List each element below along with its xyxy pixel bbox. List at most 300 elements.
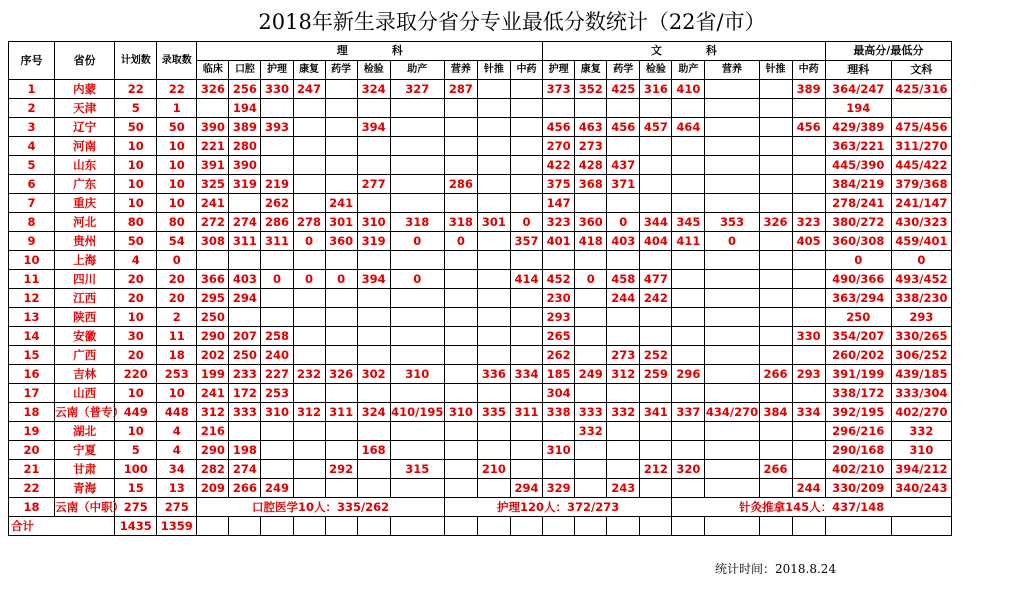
table-cell (390, 194, 444, 213)
row-province: 陕西 (55, 308, 115, 327)
header-arts-major: 针推 (759, 61, 792, 80)
header-science-major: 针推 (477, 61, 510, 80)
table-cell (705, 365, 759, 384)
row-seq: 13 (9, 308, 55, 327)
table-cell (293, 441, 325, 460)
table-cell (197, 517, 229, 536)
table-cell (293, 479, 325, 498)
row-province: 河南 (55, 137, 115, 156)
table-cell: 199 (197, 365, 229, 384)
table-cell (543, 99, 575, 118)
row-province: 广西 (55, 346, 115, 365)
table-cell: 20 (115, 270, 157, 289)
table-cell: 326 (759, 213, 792, 232)
table-cell (759, 156, 792, 175)
table-cell (759, 137, 792, 156)
table-cell: 10 (115, 156, 157, 175)
table-cell: 273 (607, 346, 640, 365)
table-cell (510, 289, 542, 308)
header-science-major: 康复 (293, 61, 325, 80)
table-cell: 330/209 (825, 479, 891, 498)
table-cell (640, 384, 672, 403)
table-cell (325, 251, 357, 270)
table-cell (705, 517, 759, 536)
table-cell (357, 479, 390, 498)
table-cell: 312 (607, 365, 640, 384)
row-seq: 8 (9, 213, 55, 232)
table-cell (293, 460, 325, 479)
header-plan: 计划数 (115, 42, 157, 80)
table-cell (759, 232, 792, 251)
row-seq: 16 (9, 365, 55, 384)
header-arts-major: 营养 (705, 61, 759, 80)
table-cell (325, 479, 357, 498)
table-cell (477, 422, 510, 441)
table-cell (607, 384, 640, 403)
header-seq: 序号 (9, 42, 55, 80)
table-cell: 50 (115, 232, 157, 251)
table-cell (444, 327, 477, 346)
table-cell: 241/147 (891, 194, 951, 213)
table-cell (444, 308, 477, 327)
table-cell (759, 308, 792, 327)
table-cell (293, 289, 325, 308)
table-cell: 392/195 (825, 403, 891, 422)
table-cell: 212 (640, 460, 672, 479)
table-cell (705, 384, 759, 403)
table-cell: 293 (792, 365, 825, 384)
table-cell: 0 (891, 251, 951, 270)
table-cell: 34 (157, 460, 197, 479)
table-cell (390, 441, 444, 460)
table-cell: 185 (543, 365, 575, 384)
table-cell: 266 (759, 460, 792, 479)
table-cell: 282 (197, 460, 229, 479)
table-cell: 277 (357, 175, 390, 194)
row-province: 宁夏 (55, 441, 115, 460)
table-cell (510, 99, 542, 118)
score-table (8, 41, 952, 536)
table-cell (640, 175, 672, 194)
table-cell: 0 (825, 251, 891, 270)
table-cell: 393 (261, 118, 293, 137)
table-cell (444, 99, 477, 118)
table-cell: 332 (891, 422, 951, 441)
row-province: 山西 (55, 384, 115, 403)
table-cell (477, 99, 510, 118)
table-cell: 232 (293, 365, 325, 384)
table-cell: 434/270 (705, 403, 759, 422)
table-cell: 0 (575, 270, 607, 289)
table-cell (759, 327, 792, 346)
header-arts: 文 科 (543, 42, 826, 61)
table-cell (640, 251, 672, 270)
table-cell (229, 422, 261, 441)
row-province: 辽宁 (55, 118, 115, 137)
table-cell (390, 327, 444, 346)
table-cell: 326 (325, 365, 357, 384)
table-cell: 22 (157, 80, 197, 99)
row-province: 四川 (55, 270, 115, 289)
table-cell: 332 (607, 403, 640, 422)
table-cell (705, 251, 759, 270)
table-cell: 334 (792, 403, 825, 422)
table-cell: 445/422 (891, 156, 951, 175)
table-cell: 253 (261, 384, 293, 403)
row-province: 天津 (55, 99, 115, 118)
table-cell (792, 384, 825, 403)
table-cell: 20 (115, 289, 157, 308)
table-cell (672, 175, 705, 194)
table-cell (444, 118, 477, 137)
table-row (9, 460, 952, 479)
table-cell (759, 384, 792, 403)
row-seq: 19 (9, 422, 55, 441)
table-cell (640, 422, 672, 441)
table-cell: 278 (293, 213, 325, 232)
table-cell: 265 (543, 327, 575, 346)
table-cell (543, 422, 575, 441)
table-cell (640, 308, 672, 327)
table-cell (640, 327, 672, 346)
table-cell: 243 (607, 479, 640, 498)
table-row (9, 422, 952, 441)
row-province: 云南（普专） (55, 403, 115, 422)
table-cell (705, 422, 759, 441)
table-cell: 202 (197, 346, 229, 365)
table-cell (705, 289, 759, 308)
table-cell (672, 270, 705, 289)
table-cell: 258 (261, 327, 293, 346)
table-cell: 296/216 (825, 422, 891, 441)
table-cell: 360 (325, 232, 357, 251)
table-cell (510, 156, 542, 175)
table-cell (705, 327, 759, 346)
table-row (9, 346, 952, 365)
table-cell (792, 441, 825, 460)
table-cell (705, 80, 759, 99)
table-cell: 334 (510, 365, 542, 384)
table-cell (390, 479, 444, 498)
row-seq: 15 (9, 346, 55, 365)
table-cell (575, 194, 607, 213)
table-cell: 310 (444, 403, 477, 422)
table-cell: 0 (607, 213, 640, 232)
table-cell: 391/199 (825, 365, 891, 384)
table-cell (510, 80, 542, 99)
table-cell: 394 (357, 270, 390, 289)
row-province: 贵州 (55, 232, 115, 251)
table-cell: 310 (891, 441, 951, 460)
table-cell (390, 517, 444, 536)
table-cell (672, 251, 705, 270)
table-cell (261, 422, 293, 441)
table-cell: 341 (640, 403, 672, 422)
table-cell (575, 289, 607, 308)
table-cell (477, 289, 510, 308)
table-cell (390, 118, 444, 137)
table-cell (672, 308, 705, 327)
table-cell: 241 (197, 194, 229, 213)
table-cell (293, 99, 325, 118)
table-cell: 240 (261, 346, 293, 365)
table-cell: 390 (229, 156, 261, 175)
table-cell (444, 346, 477, 365)
table-cell: 194 (825, 99, 891, 118)
table-cell (575, 441, 607, 460)
table-cell (510, 118, 542, 137)
table-cell (261, 289, 293, 308)
table-cell (575, 327, 607, 346)
header-admit: 录取数 (157, 42, 197, 80)
table-cell: 250 (197, 308, 229, 327)
table-row (9, 194, 952, 213)
table-row (9, 479, 952, 498)
table-cell: 275 (157, 498, 197, 517)
row-province: 内蒙 (55, 80, 115, 99)
table-cell (390, 384, 444, 403)
table-cell (261, 517, 293, 536)
header-science-major: 药学 (325, 61, 357, 80)
table-cell (640, 479, 672, 498)
table-cell (325, 289, 357, 308)
table-cell: 290 (197, 327, 229, 346)
table-cell (444, 422, 477, 441)
table-cell (543, 460, 575, 479)
table-cell: 380/272 (825, 213, 891, 232)
table-cell (357, 327, 390, 346)
table-cell: 0 (390, 270, 444, 289)
header-science-major: 口腔 (229, 61, 261, 80)
table-cell (759, 289, 792, 308)
table-cell: 311 (325, 403, 357, 422)
row-seq: 18 (9, 403, 55, 422)
table-cell (759, 118, 792, 137)
table-cell: 379/368 (891, 175, 951, 194)
table-cell (575, 346, 607, 365)
table-cell: 259 (640, 365, 672, 384)
table-cell: 312 (293, 403, 325, 422)
table-cell: 20 (157, 289, 197, 308)
table-cell: 10 (115, 137, 157, 156)
table-cell (705, 156, 759, 175)
header-arts-major: 中药 (792, 61, 825, 80)
table-row (9, 232, 952, 251)
table-cell (759, 270, 792, 289)
table-cell (607, 422, 640, 441)
table-cell: 274 (229, 213, 261, 232)
table-cell: 330 (792, 327, 825, 346)
table-cell (792, 422, 825, 441)
row-seq: 21 (9, 460, 55, 479)
table-cell: 353 (705, 213, 759, 232)
table-cell: 475/456 (891, 118, 951, 137)
table-cell (759, 251, 792, 270)
table-cell (607, 441, 640, 460)
table-cell: 311/270 (891, 137, 951, 156)
table-cell (792, 517, 825, 536)
table-cell: 323 (792, 213, 825, 232)
table-cell: 403 (229, 270, 261, 289)
header-science-major: 检验 (357, 61, 390, 80)
table-cell: 311 (261, 232, 293, 251)
table-cell: 18 (157, 346, 197, 365)
table-cell: 210 (477, 460, 510, 479)
table-cell (325, 99, 357, 118)
table-cell: 401 (543, 232, 575, 251)
table-row (9, 118, 952, 137)
table-cell: 410/195 (390, 403, 444, 422)
note-kouqiang: 口腔医学10人：335/262 (197, 498, 444, 517)
table-cell (325, 441, 357, 460)
table-cell: 340/243 (891, 479, 951, 498)
header-row (9, 42, 952, 61)
table-cell: 30 (115, 327, 157, 346)
table-cell (792, 137, 825, 156)
table-cell: 333 (229, 403, 261, 422)
table-cell (792, 289, 825, 308)
table-cell: 449 (115, 403, 157, 422)
header-science-major: 护理 (261, 61, 293, 80)
table-cell: 384 (759, 403, 792, 422)
table-cell (293, 517, 325, 536)
table-cell (325, 308, 357, 327)
row-province: 广东 (55, 175, 115, 194)
table-cell: 0 (510, 213, 542, 232)
table-cell (759, 175, 792, 194)
table-cell: 194 (229, 99, 261, 118)
table-cell: 293 (891, 308, 951, 327)
row-seq: 14 (9, 327, 55, 346)
table-cell (390, 289, 444, 308)
table-cell (325, 384, 357, 403)
table-cell: 221 (197, 137, 229, 156)
table-cell (261, 308, 293, 327)
table-cell: 312 (197, 403, 229, 422)
table-cell: 4 (115, 251, 157, 270)
table-row (9, 270, 952, 289)
table-cell: 345 (672, 213, 705, 232)
table-cell (293, 384, 325, 403)
table-cell (510, 441, 542, 460)
table-cell: 287 (444, 80, 477, 99)
table-cell (325, 137, 357, 156)
row-province: 湖北 (55, 422, 115, 441)
table-cell (444, 270, 477, 289)
table-cell: 249 (575, 365, 607, 384)
table-cell: 330/265 (891, 327, 951, 346)
table-cell (510, 194, 542, 213)
table-cell: 295 (197, 289, 229, 308)
table-row (9, 403, 952, 422)
table-cell (705, 308, 759, 327)
table-cell: 308 (197, 232, 229, 251)
table-cell (607, 137, 640, 156)
table-cell: 304 (543, 384, 575, 403)
table-cell (444, 156, 477, 175)
table-cell: 5 (115, 441, 157, 460)
table-cell: 242 (640, 289, 672, 308)
table-cell: 338 (543, 403, 575, 422)
table-cell (477, 479, 510, 498)
table-cell (759, 422, 792, 441)
table-cell: 272 (197, 213, 229, 232)
table-cell: 302 (357, 365, 390, 384)
table-cell: 368 (575, 175, 607, 194)
table-cell: 315 (390, 460, 444, 479)
table-cell: 394 (357, 118, 390, 137)
table-cell: 335 (477, 403, 510, 422)
table-cell (390, 137, 444, 156)
table-cell (390, 251, 444, 270)
table-cell (640, 517, 672, 536)
table-cell (357, 422, 390, 441)
table-cell (325, 422, 357, 441)
table-cell: 430/323 (891, 213, 951, 232)
table-cell: 425 (607, 80, 640, 99)
row-seq: 9 (9, 232, 55, 251)
table-cell: 13 (157, 479, 197, 498)
table-cell (444, 194, 477, 213)
header-arts-major: 助产 (672, 61, 705, 80)
table-cell (293, 251, 325, 270)
table-cell (357, 384, 390, 403)
table-row (9, 384, 952, 403)
table-cell (607, 308, 640, 327)
table-cell: 198 (229, 441, 261, 460)
table-cell: 266 (759, 365, 792, 384)
table-cell (510, 422, 542, 441)
table-cell: 10 (157, 156, 197, 175)
table-cell (640, 137, 672, 156)
table-cell: 10 (157, 384, 197, 403)
table-cell (607, 460, 640, 479)
table-cell (357, 156, 390, 175)
table-cell (229, 194, 261, 213)
table-cell (477, 308, 510, 327)
table-cell: 296 (672, 365, 705, 384)
table-cell (705, 346, 759, 365)
table-cell: 363/294 (825, 289, 891, 308)
table-cell (672, 156, 705, 175)
table-cell: 220 (115, 365, 157, 384)
table-cell: 274 (229, 460, 261, 479)
table-cell (444, 289, 477, 308)
table-cell: 357 (510, 232, 542, 251)
table-cell: 404 (640, 232, 672, 251)
table-cell (607, 194, 640, 213)
table-cell (792, 194, 825, 213)
table-cell: 100 (115, 460, 157, 479)
table-cell (607, 327, 640, 346)
table-cell: 375 (543, 175, 575, 194)
row-seq: 11 (9, 270, 55, 289)
total-plan: 1435 (115, 517, 157, 536)
header-science-major: 临床 (197, 61, 229, 80)
table-cell: 410 (672, 80, 705, 99)
row-province: 江西 (55, 289, 115, 308)
table-cell: 352 (575, 80, 607, 99)
table-cell (705, 118, 759, 137)
table-cell (325, 346, 357, 365)
table-cell (390, 346, 444, 365)
table-cell (444, 441, 477, 460)
row-province: 上海 (55, 251, 115, 270)
header-arts-major: 药学 (607, 61, 640, 80)
table-cell (390, 422, 444, 441)
table-cell: 490/366 (825, 270, 891, 289)
table-cell: 310 (357, 213, 390, 232)
